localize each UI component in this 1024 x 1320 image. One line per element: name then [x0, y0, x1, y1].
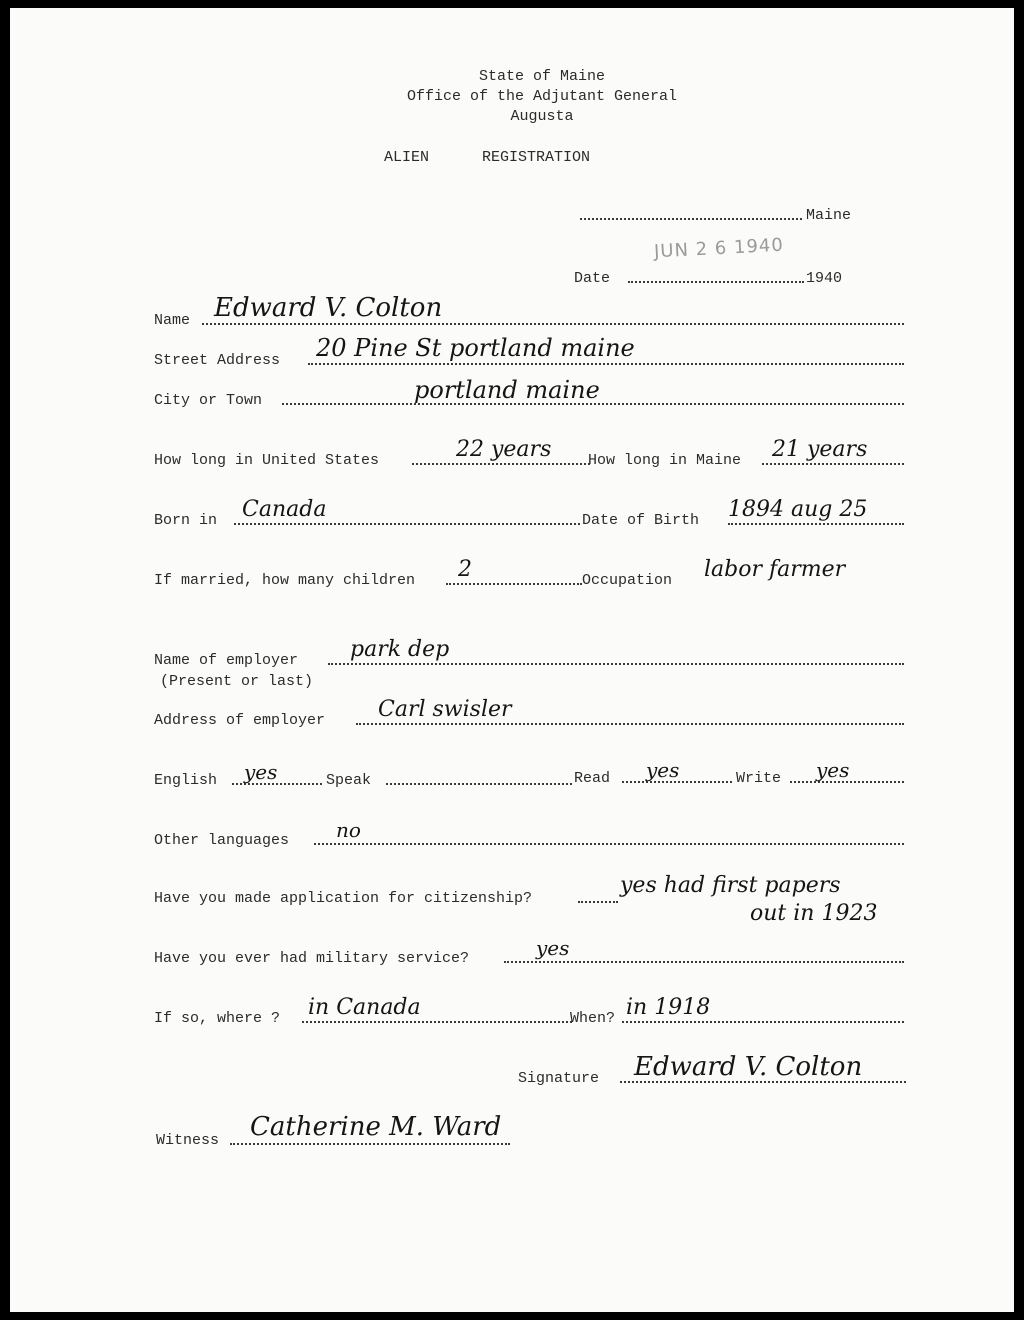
read-label: Read	[574, 770, 611, 787]
employer-note: (Present or last)	[160, 673, 314, 690]
name-value: Edward V. Colton	[214, 293, 443, 323]
employer-label: Name of employer	[154, 652, 299, 669]
military-dots	[504, 961, 904, 963]
signature-value: Edward V. Colton	[634, 1052, 863, 1082]
write-value: yes	[816, 758, 850, 782]
military-label: Have you ever had military service?	[154, 950, 470, 967]
title-alien: ALIEN	[384, 149, 430, 166]
employer-dots	[328, 663, 904, 665]
citizenship-dots	[578, 901, 618, 903]
citizenship-label: Have you made application for citizenship?	[154, 890, 533, 907]
occupation-label: Occupation	[582, 572, 673, 589]
when-label: When?	[570, 1010, 616, 1027]
header-office: Office of the Adjutant General	[406, 88, 678, 105]
born-in-label: Born in	[154, 512, 218, 529]
where-label: If so, where ?	[154, 1010, 281, 1027]
where-value: in Canada	[308, 995, 421, 1020]
place-suffix: Maine	[806, 207, 852, 224]
date-stamp: JUN 2 6 1940	[653, 234, 785, 263]
date-label: Date	[574, 270, 611, 287]
how-long-us-label: How long in United States	[154, 452, 380, 469]
city-value: portland maine	[414, 376, 600, 404]
other-languages-label: Other languages	[154, 832, 290, 849]
employer-value: park dep	[350, 637, 450, 662]
street-value: 20 Pine St portland maine	[316, 334, 635, 362]
employer-address-dots	[356, 723, 904, 725]
where-dots	[302, 1021, 572, 1023]
born-in-dots	[234, 523, 580, 525]
how-long-us-dots	[412, 463, 590, 465]
when-dots	[622, 1021, 904, 1023]
dob-dots	[728, 523, 904, 525]
date-dots	[628, 281, 804, 283]
witness-label: Witness	[156, 1132, 220, 1149]
english-value: yes	[244, 760, 278, 784]
how-long-us-value: 22 years	[456, 437, 552, 462]
occupation-value: labor farmer	[704, 557, 846, 582]
registration-form	[10, 8, 1014, 1312]
english-label: English	[154, 772, 218, 789]
military-value: yes	[536, 936, 570, 960]
children-dots	[446, 583, 582, 585]
employer-address-label: Address of employer	[154, 712, 326, 729]
witness-dots	[230, 1143, 510, 1145]
date-year: 1940	[806, 270, 843, 287]
name-label: Name	[154, 312, 191, 329]
children-label: If married, how many children	[154, 572, 416, 589]
citizenship-value-line1: yes had first papers	[620, 873, 841, 898]
place-dots	[580, 218, 802, 220]
witness-value: Catherine M. Ward	[250, 1112, 502, 1142]
dob-value: 1894 aug 25	[728, 497, 868, 522]
employer-address-value: Carl swisler	[378, 697, 512, 722]
signature-label: Signature	[518, 1070, 600, 1087]
citizenship-value-line2: out in 1923	[750, 901, 878, 926]
title-registration: REGISTRATION	[482, 149, 591, 166]
other-languages-value: no	[336, 818, 361, 842]
when-value: in 1918	[626, 995, 711, 1020]
how-long-maine-label: How long in Maine	[588, 452, 742, 469]
header-state: State of Maine	[478, 68, 606, 85]
write-label: Write	[736, 770, 782, 787]
children-value: 2	[458, 557, 472, 582]
speak-dots	[386, 783, 572, 785]
header-city: Augusta	[510, 108, 574, 125]
how-long-maine-value: 21 years	[772, 437, 868, 462]
speak-label: Speak	[326, 772, 372, 789]
street-label: Street Address	[154, 352, 281, 369]
street-dots	[308, 363, 904, 365]
born-in-value: Canada	[242, 497, 327, 522]
dob-label: Date of Birth	[582, 512, 700, 529]
read-value: yes	[646, 758, 680, 782]
other-languages-dots	[314, 843, 904, 845]
how-long-maine-dots	[762, 463, 904, 465]
city-label: City or Town	[154, 392, 263, 409]
name-dots	[202, 323, 904, 325]
